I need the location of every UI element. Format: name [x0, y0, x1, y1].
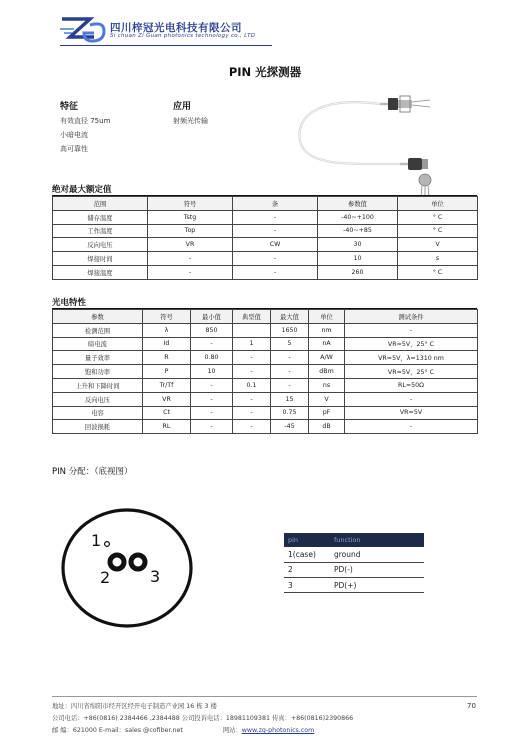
table-cell: CW — [233, 238, 318, 252]
table-cell: - — [148, 265, 233, 279]
feature-item: 小暗电流 — [60, 131, 88, 139]
package-outline — [63, 510, 191, 626]
table-row — [53, 392, 478, 406]
table-cell: Tr/Tf — [143, 378, 191, 392]
table-cell: 0.75 — [271, 406, 309, 420]
table-cell: dB — [309, 420, 345, 434]
table-cell: VR=5V，λ=1310 nm — [345, 351, 478, 365]
product-photo — [290, 86, 440, 198]
table-header-row — [53, 310, 478, 324]
abs-max-title: 绝对最大额定值 — [52, 185, 112, 195]
table-cell: PD(+) — [330, 577, 424, 592]
table-cell: - — [191, 378, 233, 392]
table-cell: - — [233, 406, 271, 420]
table-cell: - — [233, 210, 318, 224]
table-cell: 量子效率 — [53, 351, 143, 365]
footer-contact — [52, 725, 314, 734]
table-cell: Ct — [143, 406, 191, 420]
optical-title: 光电特性 — [52, 298, 87, 308]
column-header: 单位 — [309, 310, 345, 324]
table-cell: VR — [143, 392, 191, 406]
table-row — [53, 365, 478, 379]
table-cell: - — [233, 351, 271, 365]
pin-label-1: 1 — [91, 531, 102, 550]
table-row — [53, 238, 478, 252]
table-cell: 3 — [284, 577, 330, 592]
column-header: 最小值 — [191, 310, 233, 324]
pin-label-2: 2 — [100, 568, 111, 587]
table-cell: - — [233, 265, 318, 279]
table-cell: - — [233, 252, 318, 266]
table-cell: 260 — [318, 265, 398, 279]
pin-2-mark — [110, 555, 124, 569]
column-header: 测试条件 — [345, 310, 478, 324]
table-row — [53, 378, 478, 392]
table-cell: -40~+100 — [318, 210, 398, 224]
pin-function-table — [284, 533, 424, 593]
application-item: 射频光传输 — [173, 117, 208, 125]
company-name-en: Si chuan Zi Guan photonics technology co., LTD — [110, 33, 256, 39]
table-cell: - — [233, 224, 318, 238]
table-cell: ° C — [398, 224, 478, 238]
column-header: function — [330, 533, 424, 547]
column-header: 范围 — [53, 197, 148, 211]
feature-item: 有效直径 75um — [60, 117, 111, 125]
table-row — [53, 323, 478, 337]
table-cell: ground — [330, 547, 424, 562]
abs-max-table — [52, 196, 478, 280]
table-row — [53, 351, 478, 365]
table-cell: nm — [309, 323, 345, 337]
table-cell: 反向电压 — [53, 392, 143, 406]
table-header-row — [53, 197, 478, 211]
table-row — [284, 547, 424, 562]
table-cell: 1(case) — [284, 547, 330, 562]
feature-item: 高可靠性 — [60, 145, 88, 153]
table-cell: - — [191, 420, 233, 434]
table-cell: VR=5V，25° C — [345, 365, 478, 379]
table-row — [53, 252, 478, 266]
table-cell: 10 — [318, 252, 398, 266]
table-cell: VR — [148, 238, 233, 252]
table-cell: 850 — [191, 323, 233, 337]
table-row — [53, 420, 478, 434]
table-cell: - — [191, 392, 233, 406]
table-cell: PD(-) — [330, 562, 424, 577]
table-cell: Tstg — [148, 210, 233, 224]
table-cell: V — [309, 392, 345, 406]
table-cell: -40~+85 — [318, 224, 398, 238]
table-cell: 工作温度 — [53, 224, 148, 238]
table-cell: Top — [148, 224, 233, 238]
table-cell: ns — [309, 378, 345, 392]
features-heading: 特征 — [60, 102, 79, 112]
page-number: 70 — [467, 702, 476, 710]
table-row — [53, 265, 478, 279]
table-cell: 1650 — [271, 323, 309, 337]
pin-bottom-view-diagram — [55, 500, 205, 640]
column-header: pin — [284, 533, 330, 547]
table-cell: - — [271, 365, 309, 379]
table-cell: λ — [143, 323, 191, 337]
table-header-row — [284, 533, 424, 547]
table-cell: 15 — [271, 392, 309, 406]
page-title: PIN 光探测器 — [228, 65, 302, 79]
table-cell: - — [345, 392, 478, 406]
table-row — [53, 224, 478, 238]
table-cell — [233, 323, 271, 337]
table-cell: - — [271, 351, 309, 365]
table-cell: 0.80 — [191, 351, 233, 365]
table-cell: - — [148, 252, 233, 266]
pin-section-title: PIN 分配：（底视图） — [52, 467, 133, 477]
table-cell: - — [345, 323, 478, 337]
footer-divider — [52, 696, 477, 697]
application-heading: 应用 — [173, 102, 192, 112]
table-cell: 0.1 — [233, 378, 271, 392]
table-cell: R — [143, 351, 191, 365]
column-header: 符号 — [148, 197, 233, 211]
table-cell: 回波损耗 — [53, 420, 143, 434]
table-cell: ° C — [398, 210, 478, 224]
column-header: 参数 — [53, 310, 143, 324]
table-cell: 焊接时间 — [53, 252, 148, 266]
table-row — [53, 406, 478, 420]
footer-site-label: 网站： — [222, 727, 242, 734]
footer-address: 地址：四川省绵阳市经开区经开电子制造产业园 16 栋 3 楼 — [52, 703, 217, 710]
column-header: 单位 — [398, 197, 478, 211]
table-row — [53, 210, 478, 224]
company-logo — [60, 15, 106, 43]
table-cell: - — [191, 406, 233, 420]
pin-3-mark — [131, 555, 145, 569]
table-cell: 电容 — [53, 406, 143, 420]
table-cell: dBm — [309, 365, 345, 379]
pin-label-3: 3 — [150, 567, 161, 586]
pin-1-mark — [105, 542, 110, 547]
table-cell: 储存温度 — [53, 210, 148, 224]
table-cell: 上升和下降时间 — [53, 378, 143, 392]
column-header: 最大值 — [271, 310, 309, 324]
table-cell: VR=5V，25° C — [345, 337, 478, 351]
table-cell: - — [233, 392, 271, 406]
footer-post-email: 邮 编：621000 E-mail：sales @cofiber.net — [52, 727, 183, 734]
website-link[interactable]: www.zg-photonics.com — [241, 727, 315, 734]
table-cell: -45 — [271, 420, 309, 434]
column-header: 参数值 — [318, 197, 398, 211]
optical-table — [52, 309, 478, 434]
footer-phone: 公司电话：+86(0816) 2384466 ,2384488 公司投诉电话：18981109381 传真：+86(0816)2390866 — [52, 715, 354, 722]
company-name-cn: 四川梓冠光电科技有限公司 — [110, 22, 242, 34]
table-cell: 1 — [233, 337, 271, 351]
table-row — [284, 562, 424, 577]
table-cell: s — [398, 252, 478, 266]
table-cell: V — [398, 238, 478, 252]
table-cell: 2 — [284, 562, 330, 577]
table-cell: A/W — [309, 351, 345, 365]
table-cell: nA — [309, 337, 345, 351]
table-cell: 焊接温度 — [53, 265, 148, 279]
table-cell: ° C — [398, 265, 478, 279]
table-cell: 饱和功率 — [53, 365, 143, 379]
table-cell: 5 — [271, 337, 309, 351]
column-header: 典型值 — [233, 310, 271, 324]
table-cell: Id — [143, 337, 191, 351]
column-header: 符号 — [143, 310, 191, 324]
table-cell: - — [191, 337, 233, 351]
table-cell: - — [271, 378, 309, 392]
header-divider — [60, 45, 272, 46]
table-cell: P — [143, 365, 191, 379]
column-header: 条 — [233, 197, 318, 211]
table-cell: 检测范围 — [53, 323, 143, 337]
table-row — [284, 577, 424, 592]
table-cell: - — [233, 420, 271, 434]
table-cell: 反向电压 — [53, 238, 148, 252]
table-cell: - — [233, 365, 271, 379]
table-cell: 30 — [318, 238, 398, 252]
table-cell: - — [345, 420, 478, 434]
table-cell: VR=5V — [345, 406, 478, 420]
table-row — [53, 337, 478, 351]
table-cell: RL — [143, 420, 191, 434]
table-cell: pF — [309, 406, 345, 420]
table-cell: 10 — [191, 365, 233, 379]
table-cell: 暗电流 — [53, 337, 143, 351]
table-cell: RL=50Ω — [345, 378, 478, 392]
